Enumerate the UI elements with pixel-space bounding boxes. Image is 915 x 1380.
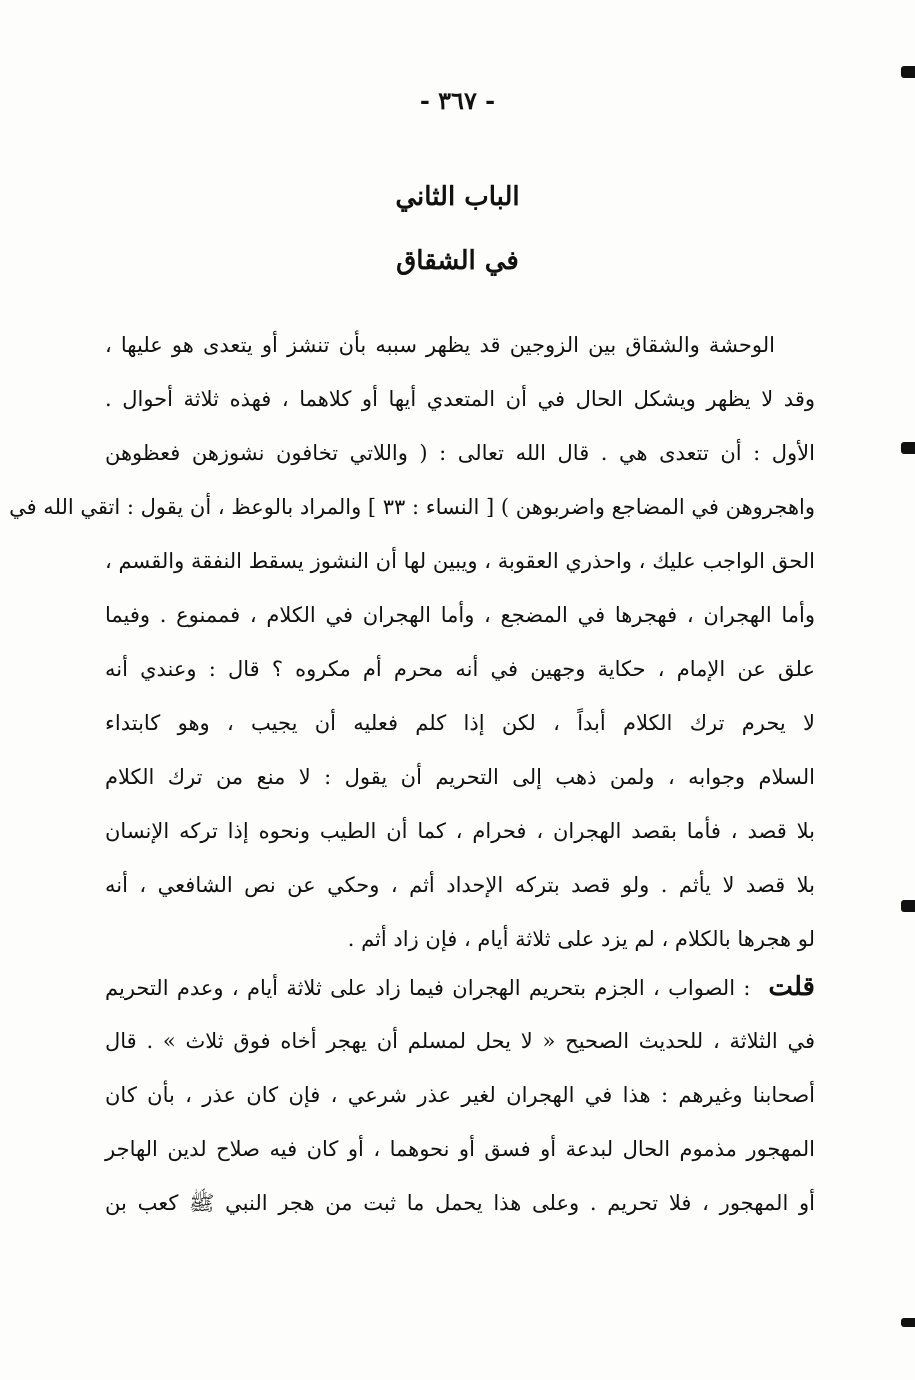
section-title: في الشقاق <box>396 246 519 276</box>
paragraph-2 <box>105 960 815 1230</box>
page-edge-mark <box>901 442 915 454</box>
text-line: علق عن الإمام ، حكاية وجهين في أنه محرم أم مكروه ؟ قال : وعندي أنه <box>105 657 815 681</box>
page-edge-mark <box>901 1318 915 1327</box>
text-line: الأول : أن تتعدى هي . قال الله تعالى : ( واللاتي تخافون نشوزهن فعظوهن <box>105 441 815 465</box>
text-line: وأما الهجران ، فهجرها في المضجع ، وأما الهجران في الكلام ، فممنوع . وفيما <box>105 603 815 627</box>
text-line: الوحشة والشقاق بين الزوجين قد يظهر سببه بأن تنشز أو يتعدى هو عليها ، <box>105 333 775 357</box>
page-edge-mark <box>901 66 915 78</box>
text-line: أصحابنا وغيرهم : هذا في الهجران لغير عذر شرعي ، فإن كان عذر ، بأن كان <box>105 1083 815 1107</box>
text-line: لا يحرم ترك الكلام أبداً ، لكن إذا كلم فعليه أن يجيب ، وهو كابتداء <box>105 711 815 735</box>
text-line: السلام وجوابه ، ولمن ذهب إلى التحريم أن يقول : لا منع من ترك الكلام <box>105 765 815 789</box>
text-line: في الثلاثة ، للحديث الصحيح « لا يحل لمسلم أن يهجر أخاه فوق ثلاث » . قال <box>105 1029 815 1053</box>
text-line: وقد لا يظهر ويشكل الحال في أن المتعدي أيها أو كلاهما ، فهذه ثلاثة أحوال . <box>105 387 815 411</box>
page-edge-mark <box>901 900 915 912</box>
text-line: بلا قصد لا يأثم . ولو قصد بتركه الإحداد أثم ، وحكي عن نص الشافعي ، أنه <box>105 873 815 897</box>
text-line: واهجروهن في المضاجع واضربوهن ) [ النساء : ٣٣ ] والمراد بالوعظ ، أن يقول : اتقي الله في <box>9 495 815 519</box>
text-line: لو هجرها بالكلام ، لم يزد على ثلاثة أيام ، فإن زاد أثم . <box>347 927 815 951</box>
text-line: أو المهجور ، فلا تحريم . وعلى هذا يحمل ما ثبت من هجر النبي ﷺ كعب بن <box>105 1191 815 1215</box>
text-line: الحق الواجب عليك ، واحذري العقوبة ، ويبين لها أن النشوز يسقط النفقة والقسم ، <box>105 549 815 573</box>
paragraph-1 <box>9 318 815 966</box>
text-line: : الصواب ، الجزم بتحريم الهجران فيما زاد على ثلاثة أيام ، وعدم التحريم <box>105 976 751 1000</box>
chapter-title: الباب الثاني <box>395 182 520 212</box>
text-line: بلا قصد ، فأما بقصد الهجران ، فحرام ، كما أن الطيب ونحوه إذا تركه الإنسان <box>105 819 815 843</box>
qult-label: قلت <box>768 972 815 1002</box>
text-line-with-label <box>105 960 815 1014</box>
text-line: المهجور مذموم الحال لبدعة أو فسق أو نحوهما ، أو كان فيه صلاح لدين الهاجر <box>105 1137 815 1161</box>
page-number: - ٣٦٧ - <box>419 86 496 115</box>
